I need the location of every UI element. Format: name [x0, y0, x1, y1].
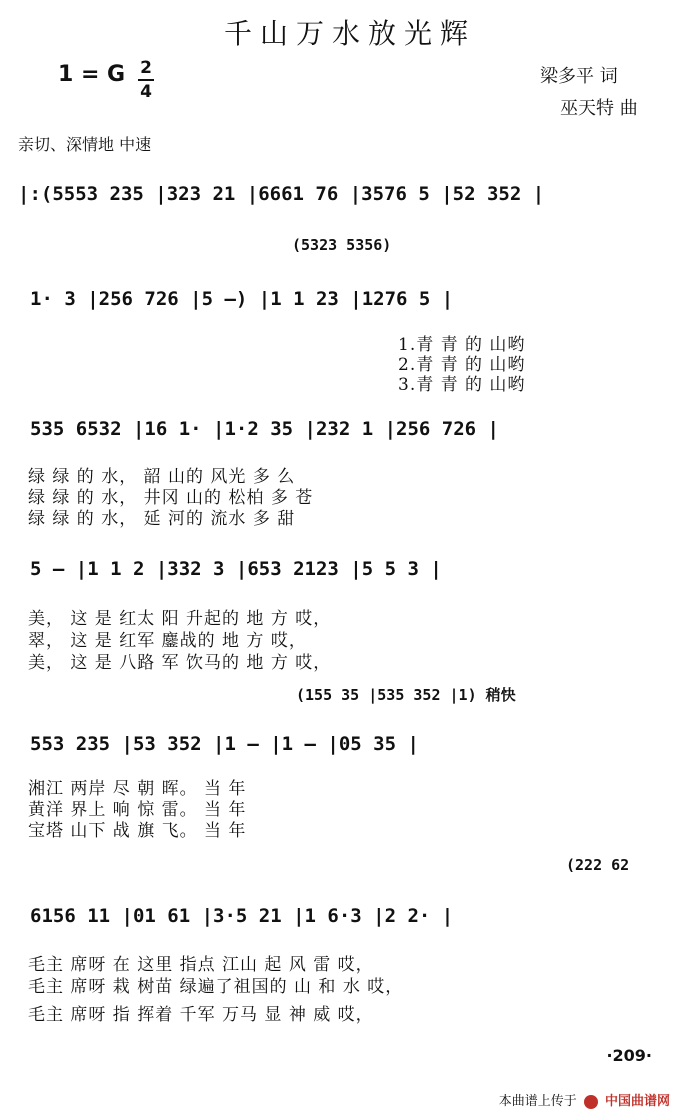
system-4-lyric-3: 美， 这 是 八路 军 饮马的 地 方 哎，: [28, 653, 332, 673]
time-signature: [138, 58, 154, 102]
system-6-lyric-3: 毛主 席呀 指 挥着 千军 万马 显 神 威 哎，: [28, 1005, 374, 1025]
system-2-notes: 1· 3 |256 726 |5 —) |1 1 23 |1276 5 |: [30, 288, 454, 310]
composer-credit: 巫天特 曲: [560, 98, 638, 119]
system-5-lyric-1: 湘江 两岸 尽 朝 晖。 当 年: [28, 779, 247, 799]
page-number: ·209·: [606, 1046, 652, 1065]
footer-brand[interactable]: 中国曲谱网: [604, 1094, 670, 1109]
meter-top: 2: [140, 58, 152, 78]
system-3-lyric-2: 绿 绿 的 水， 井冈 山的 松柏 多 苍: [28, 488, 314, 508]
song-title: 千山万水放光辉: [223, 17, 476, 50]
system-5-above: (155 35 |535 352 |1) 稍快: [296, 686, 516, 704]
key-signature: 1 = G: [58, 62, 126, 87]
system-1-notes: |:(5553 235 |323 21 |6661 76 |3576 5 |52 352 |: [18, 183, 545, 205]
system-4-notes: 5 — |1 1 2 |332 3 |653 2123 |5 5 3 |: [30, 558, 442, 580]
system-3-lyric-1: 绿 绿 的 水， 韶 山的 风光 多 么: [28, 467, 296, 487]
system-6-notes: 6156 11 |01 61 |3·5 21 |1 6·3 |2 2· |: [30, 905, 454, 927]
system-6-above: (222 62: [566, 856, 630, 874]
footer-text: 本曲谱上传于: [498, 1094, 577, 1109]
system-2-above: (5323 5356): [292, 236, 392, 254]
system-3-notes: 535 6532 |16 1· |1·2 35 |232 1 |256 726 |: [30, 418, 499, 440]
system-2-lyric-3: 3.青 青 的 山哟: [398, 375, 526, 395]
system-2-lyric-1: 1.青 青 的 山哟: [398, 335, 526, 355]
tempo-marking: 亲切、深情地 中速: [18, 135, 152, 154]
system-2-lyric-2: 2.青 青 的 山哟: [398, 355, 526, 375]
site-logo-icon: [584, 1095, 598, 1109]
system-5-notes: 553 235 |53 352 |1 — |1 — |05 35 |: [30, 733, 419, 755]
meter-bottom: 4: [140, 82, 152, 102]
meter-line: [138, 79, 154, 81]
system-6-lyric-2: 毛主 席呀 栽 树苗 绿遍了祖国的 山 和 水 哎，: [28, 977, 404, 997]
system-5-lyric-3: 宝塔 山下 战 旗 飞。 当 年: [28, 821, 247, 841]
footer: [499, 1090, 670, 1109]
system-4-lyric-1: 美， 这 是 红太 阳 升起的 地 方 哎，: [28, 609, 332, 629]
lyricist-credit: 梁多平 词: [540, 66, 618, 87]
system-5-lyric-2: 黄洋 界上 响 惊 雷。 当 年: [28, 800, 247, 820]
system-4-lyric-2: 翠， 这 是 红军 鏖战的 地 方 哎，: [28, 631, 307, 651]
system-6-lyric-1: 毛主 席呀 在 这里 指点 江山 起 风 雷 哎，: [28, 955, 374, 975]
system-3-lyric-3: 绿 绿 的 水， 延 河的 流水 多 甜: [28, 509, 296, 529]
